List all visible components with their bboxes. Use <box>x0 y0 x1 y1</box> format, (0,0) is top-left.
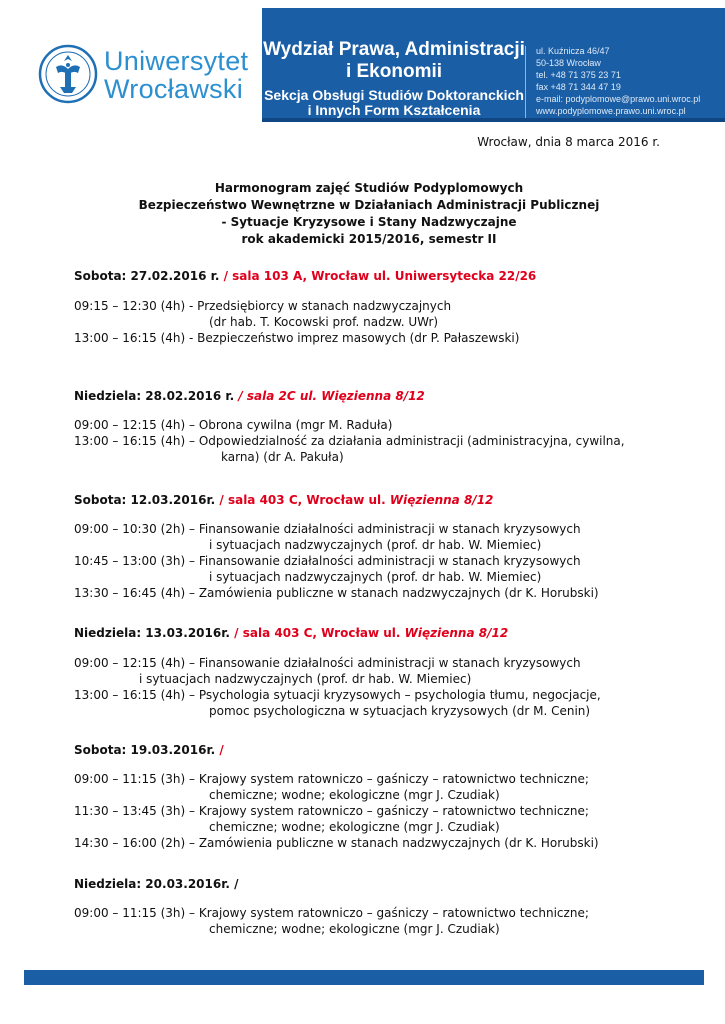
schedule-entry: 09:00 – 10:30 (2h) – Finansowanie działalności administracji w stanach kryzysowych <box>74 522 581 536</box>
banner-divider <box>525 46 526 118</box>
day-date: Sobota: 19.03.2016r. <box>74 743 216 757</box>
day-date: Sobota: 12.03.2016r. <box>74 493 216 507</box>
university-name-line2: Wrocławski <box>104 74 244 104</box>
day-header <box>74 388 425 404</box>
faculty-name-line1: Wydział Prawa, Administracji <box>263 39 525 60</box>
schedule-entry-continuation: (dr hab. T. Kocowski prof. nadzw. UWr) <box>209 315 439 329</box>
schedule-entry: 09:00 – 11:15 (3h) – Krajowy system ratowniczo – gaśniczy – ratownictwo techniczne; <box>74 772 589 786</box>
letterhead <box>0 0 725 122</box>
schedule-entry-continuation: pomoc psychologiczna w sytuacjach kryzysowych (dr M. Cenin) <box>209 704 591 718</box>
day-date: Niedziela: 20.03.2016r. <box>74 877 230 891</box>
title-line1: Harmonogram zajęć Studiów Podyplomowych <box>214 181 524 195</box>
university-name-line1: Uniwersytet <box>104 46 249 76</box>
schedule-entry: 13:30 – 16:45 (4h) – Zamówienia publiczne w stanach nadzwyczajnych (dr K. Horubski) <box>74 586 599 600</box>
contact-website[interactable]: www.podyplomowe.prawo.uni.wroc.pl <box>536 106 686 116</box>
contact-email[interactable]: e-mail: podyplomowe@prawo.uni.wroc.pl <box>536 94 701 104</box>
footer-bar <box>24 970 704 985</box>
day-header <box>74 742 224 758</box>
day-location: / <box>230 877 239 891</box>
schedule-entry-continuation: i sytuacjach nadzwyczajnych (prof. dr hab. W. Miemiec) <box>139 672 472 686</box>
day-header <box>74 876 239 892</box>
schedule-entry: 09:15 – 12:30 (4h) - Przedsiębiorcy w stanach nadzwyczajnych <box>74 299 452 313</box>
schedule-entry-continuation: i sytuacjach nadzwyczajnych (prof. dr hab. W. Miemiec) <box>209 570 542 584</box>
schedule-entry: 09:00 – 11:15 (3h) – Krajowy system ratowniczo – gaśniczy – ratownictwo techniczne; <box>74 906 589 920</box>
title-line4: rok akademicki 2015/2016, semestr II <box>241 232 497 246</box>
title-line3: - Sytuacje Kryzysowe i Stany Nadzwyczajne <box>221 215 517 229</box>
banner-bottom-strip <box>262 118 725 122</box>
title-line2: Bezpieczeństwo Wewnętrzne w Działaniach Administracji Publicznej <box>138 198 600 212</box>
schedule-entry-continuation: chemiczne; wodne; ekologiczne (mgr J. Czudiak) <box>209 788 500 802</box>
schedule-entry: 11:30 – 13:45 (3h) – Krajowy system ratowniczo – gaśniczy – ratownictwo techniczne; <box>74 804 589 818</box>
document-date: Wrocław, dnia 8 marca 2016 r. <box>477 135 660 149</box>
day-header <box>74 268 536 284</box>
schedule-entry: 10:45 – 13:00 (3h) – Finansowanie działalności administracji w stanach kryzysowych <box>74 554 581 568</box>
day-location: / sala 103 A, Wrocław ul. Uniwersytecka 22/26 <box>219 269 537 283</box>
contact-fax: fax +48 71 344 47 19 <box>536 82 621 92</box>
schedule-entry: 14:30 – 16:00 (2h) – Zamówienia publiczne w stanach nadzwyczajnych (dr K. Horubski) <box>74 836 599 850</box>
day-location-street: Więzienna 8/12 <box>389 493 494 507</box>
schedule-entry-continuation: chemiczne; wodne; ekologiczne (mgr J. Czudiak) <box>209 820 500 834</box>
contact-phone: tel. +48 71 375 23 71 <box>536 70 621 80</box>
university-logo <box>0 8 262 122</box>
university-crest-icon <box>38 43 98 105</box>
contact-city: 50-138 Wrocław <box>536 58 601 68</box>
schedule-entry: 13:00 – 16:15 (4h) - Bezpieczeństwo imprez masowych (dr P. Pałaszewski) <box>74 331 520 345</box>
day-location: / <box>215 743 224 757</box>
section-name-line1: Sekcja Obsługi Studiów Doktoranckich <box>264 87 524 103</box>
day-header <box>74 625 508 641</box>
schedule-entry: 13:00 – 16:15 (4h) – Odpowiedzialność za działania administracji (administracyjna, cywilna, <box>74 434 625 448</box>
day-location: / sala 403 C, Wrocław ul. <box>215 493 390 507</box>
document-title <box>74 180 664 248</box>
day-date: Niedziela: 13.03.2016r. <box>74 626 230 640</box>
schedule-entry-continuation: i sytuacjach nadzwyczajnych (prof. dr hab. W. Miemiec) <box>209 538 542 552</box>
section-name-line2: i Innych Form Kształcenia <box>307 102 481 118</box>
schedule-entry: 09:00 – 12:15 (4h) – Finansowanie działalności administracji w stanach kryzysowych <box>74 656 581 670</box>
day-location-street: Więzienna 8/12 <box>404 626 509 640</box>
day-header <box>74 492 493 508</box>
contact-address: ul. Kuźnicza 46/47 <box>536 46 610 56</box>
schedule-entry-continuation: karna) (dr A. Pakuła) <box>221 450 344 464</box>
schedule-entry-continuation: chemiczne; wodne; ekologiczne (mgr J. Czudiak) <box>209 922 500 936</box>
schedule-entry: 09:00 – 12:15 (4h) – Obrona cywilna (mgr M. Raduła) <box>74 418 393 432</box>
schedule-entry: 13:00 – 16:15 (4h) – Psychologia sytuacji kryzysowych – psychologia tłumu, negocjacje, <box>74 688 601 702</box>
day-date: Niedziela: 28.02.2016 r. <box>74 389 235 403</box>
faculty-name-line2: i Ekonomii <box>345 61 443 82</box>
day-location: / sala 403 C, Wrocław ul. <box>230 626 405 640</box>
faculty-banner <box>262 8 725 122</box>
day-date: Sobota: 27.02.2016 r. <box>74 269 220 283</box>
day-location: / sala 2C ul. Więzienna 8/12 <box>234 389 425 403</box>
